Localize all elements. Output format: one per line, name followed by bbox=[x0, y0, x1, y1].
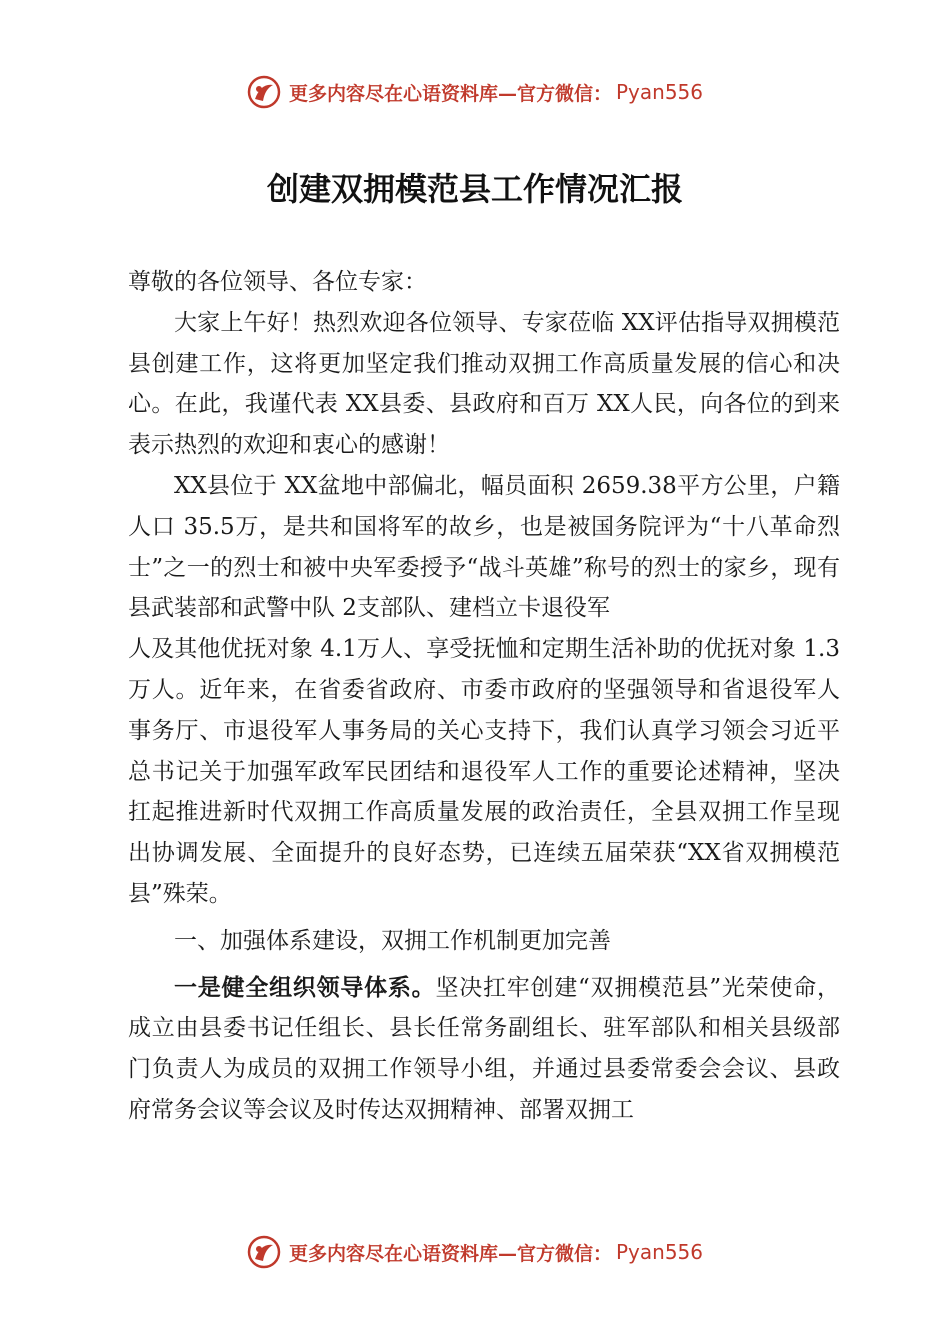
paragraph-1: 大家上午好！热烈欢迎各位领导、专家莅临 XX评估指导双拥模范县创建工作，这将更加坚定我们推动双拥工作高质量发展的信心和决心。在此，我谨代表 XX县委、县政府和百万 XX人民，向各位的到来表示热烈的欢迎和衷心的感谢！ bbox=[128, 309, 840, 459]
paragraph-3-text: 坚决扛牢创建“双拥模范县”光荣使命，成立由县委书记任组长、县长任常务副组长、驻军部队和相关县级部门负责人为成员的双拥工作领导小组，并通过县委常委会会议、县政府常务会议等会议及时传达双拥精神、部署双拥工 bbox=[128, 974, 840, 1123]
document-title: 创建双拥模范县工作情况汇报 bbox=[266, 170, 683, 208]
footer-banner bbox=[0, 1232, 950, 1272]
paragraph-3 bbox=[128, 968, 840, 1131]
header-banner bbox=[0, 72, 950, 112]
document-body bbox=[128, 262, 840, 1131]
footer-banner-text: 更多内容尽在心语资料库—官方微信： bbox=[288, 1242, 612, 1265]
header-banner-id: Pyan556 bbox=[616, 80, 704, 104]
footer-banner-id: Pyan556 bbox=[616, 1240, 704, 1264]
brand-logo-icon bbox=[247, 1235, 281, 1269]
brand-logo-icon bbox=[247, 75, 281, 109]
paragraph-2b: 人及其他优抚对象 4.1万人、享受抚恤和定期生活补助的优抚对象 1.3万人。近年来，在省委省政府、市委市政府的坚强领导和省退役军人事务厅、市退役军人事务局的关心支持下，我们认真学习领会习近平总书记关于加强军政军民团结和退役军人工作的重要论述精神，坚决扛起推进新时代双拥工作高质量发展的政治责任，全县双拥工作呈现出协调发展、全面提升的良好态势，已连续五届荣获“XX省双拥模范县”殊荣。 bbox=[128, 636, 840, 907]
paragraph-3-lead: 一是健全组织领导体系。 bbox=[174, 974, 436, 1001]
section-heading-1: 一、加强体系建设，双拥工作机制更加完善 bbox=[174, 927, 611, 954]
paragraph-2a: XX县位于 XX盆地中部偏北，幅员面积 2659.38平方公里，户籍人口 35.5万，是共和国将军的故乡，也是被国务院评为“十八革命烈士”之一的烈士和被中央军委授予“战斗英雄”称号的烈士的家乡，现有县武装部和武警中队 2支部队、建档立卡退役军 bbox=[128, 472, 840, 622]
header-banner-text: 更多内容尽在心语资料库—官方微信： bbox=[288, 82, 612, 105]
salutation: 尊敬的各位领导、各位专家： bbox=[128, 269, 427, 295]
